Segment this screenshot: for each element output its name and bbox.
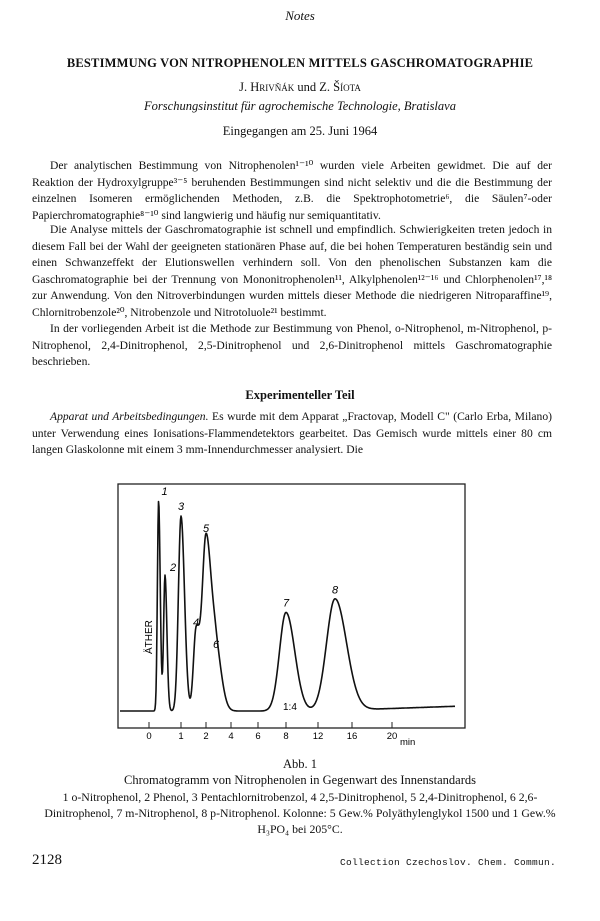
peak-label-4: 4 (192, 617, 200, 630)
peak-label-7: 7 (282, 597, 290, 610)
peak-label-3: 3 (177, 501, 185, 514)
x-tick-label: 12 (312, 731, 324, 742)
figure-frame (118, 484, 465, 728)
author-2: Z. Šíota (319, 80, 361, 94)
figure-caption-body: 1 o-Nitrophenol, 2 Phenol, 3 Pentachlornitrobenzol, 4 2,5-Dinitrophenol, 5 2,4-Dinitrophenol, 6 2,6-Dinitrophenol, 7 m-Nitrophenol, 8 p-Nitrophenol. Kolonne: 5 Gew.% Polyäthylenglykol 1500 und 1 Gew.% H₃PO₄ bei 205°C. (44, 790, 556, 836)
peak-label-5: 5 (202, 522, 210, 535)
institute: Forschungsinstitut für agrochemische Technologie, Bratislava (144, 99, 456, 113)
peak-label-8: 8 (331, 584, 339, 597)
x-axis-ticks (146, 722, 397, 742)
figure-caption-title: Chromatogramm von Nitrophenolen in Gegenwart des Innenstandards (124, 773, 476, 787)
paragraph-4-text: Es wurde mit dem Apparat „Fractovap, Modell C" (Carlo Erba, Milano) unter Verwendung eines Ionisations-Flammendetektors gearbeitet. Das Gemisch wurde mittels einer 80 cm langen Glaskolonne mit einem 3 mm-Innendurchmesser analysiert. Die (32, 410, 552, 457)
page-number: 2128 (32, 852, 62, 868)
chromatogram-figure (0, 478, 600, 754)
paragraph-2: Die Analyse mittels der Gaschromatographie ist schnell und empfindlich. Schwierigkeiten treten jedoch in diesem Fall bei der Wahl der geeigneten stationären Phase auf, die bei hohen Temperaturen beständig sein und einen Schwanzeffekt der Elutionswellen verhindern soll. Von den phenolischen Substanzen kam die Gaschromatographie bei der Trennung von Mononitrophenolen¹¹, Alkylphenolen¹²⁻¹⁶ und Chlorphenolen¹⁷,¹⁸ zur Anwendung. Von den Nitroverbindungen wurden mittels dieser Methode die niedrigeren Nitroparaffine¹⁹, Chlornitrobenzole²⁰, Nitrobenzole und Nitrotoluole²¹ bestimmt. (32, 223, 552, 319)
running-head: Notes (285, 8, 315, 23)
x-tick-label: 16 (346, 731, 358, 742)
author-1: J. Hrivňák (239, 80, 295, 94)
x-tick-label: 6 (255, 731, 261, 742)
figure-label: Abb. 1 (282, 757, 318, 771)
attenuation-label: 1:4 (283, 702, 297, 713)
paragraph-4-lead: Apparat und Arbeitsbedingungen. (50, 410, 209, 423)
journal-footer: Collection Czechoslov. Chem. Commun. (339, 857, 556, 868)
paragraph-4 (32, 409, 552, 459)
peak-label-2: 2 (169, 562, 177, 575)
x-tick-label: 20 (386, 731, 398, 742)
paragraph-1: Der analytischen Bestimmung von Nitrophenolen¹⁻¹⁰ wurden viele Arbeiten gewidmet. Die auf der Reaktion der Hydroxylgruppe³⁻⁵ beruhenden Bestimmungen sind nicht selektiv und die die Bestimmung der einzelnen Isomeren ermöglichenden Methoden, z.B. die Spektrophotometrie⁶, die Säulen⁷-oder Papierchromatographie⁸⁻¹⁰ sind langwierig und häufig nur semiquantitativ. (32, 159, 552, 222)
section-heading: Experimenteller Teil (245, 388, 355, 402)
author-separator: und (294, 80, 320, 94)
peak-labels (162, 486, 339, 651)
axis-unit-label: min (400, 737, 416, 748)
authors (0, 80, 600, 95)
peak-label-6: 6 (212, 639, 220, 652)
solvent-label: ÄTHER (144, 620, 155, 654)
x-tick-label: 8 (283, 731, 289, 742)
received-date: Eingegangen am 25. Juni 1964 (222, 124, 378, 138)
peak-label-1: 1 (161, 485, 168, 498)
article-title: BESTIMMUNG VON NITROPHENOLEN MITTELS GASCHROMATOGRAPHIE (66, 56, 534, 70)
x-tick-label: 0 (146, 731, 152, 742)
x-tick-label: 1 (178, 731, 184, 742)
x-tick-label: 2 (203, 731, 209, 742)
x-tick-label: 4 (228, 731, 234, 742)
paragraph-3: In der vorliegenden Arbeit ist die Methode zur Bestimmung von Phenol, o-Nitrophenol, m-Nitrophenol, p-Nitrophenol, 2,4-Dinitrophenol, 2,5-Dinitrophenol und 2,6-Dinitrophenol mittels Gaschromatographie beschrieben. (32, 322, 552, 369)
